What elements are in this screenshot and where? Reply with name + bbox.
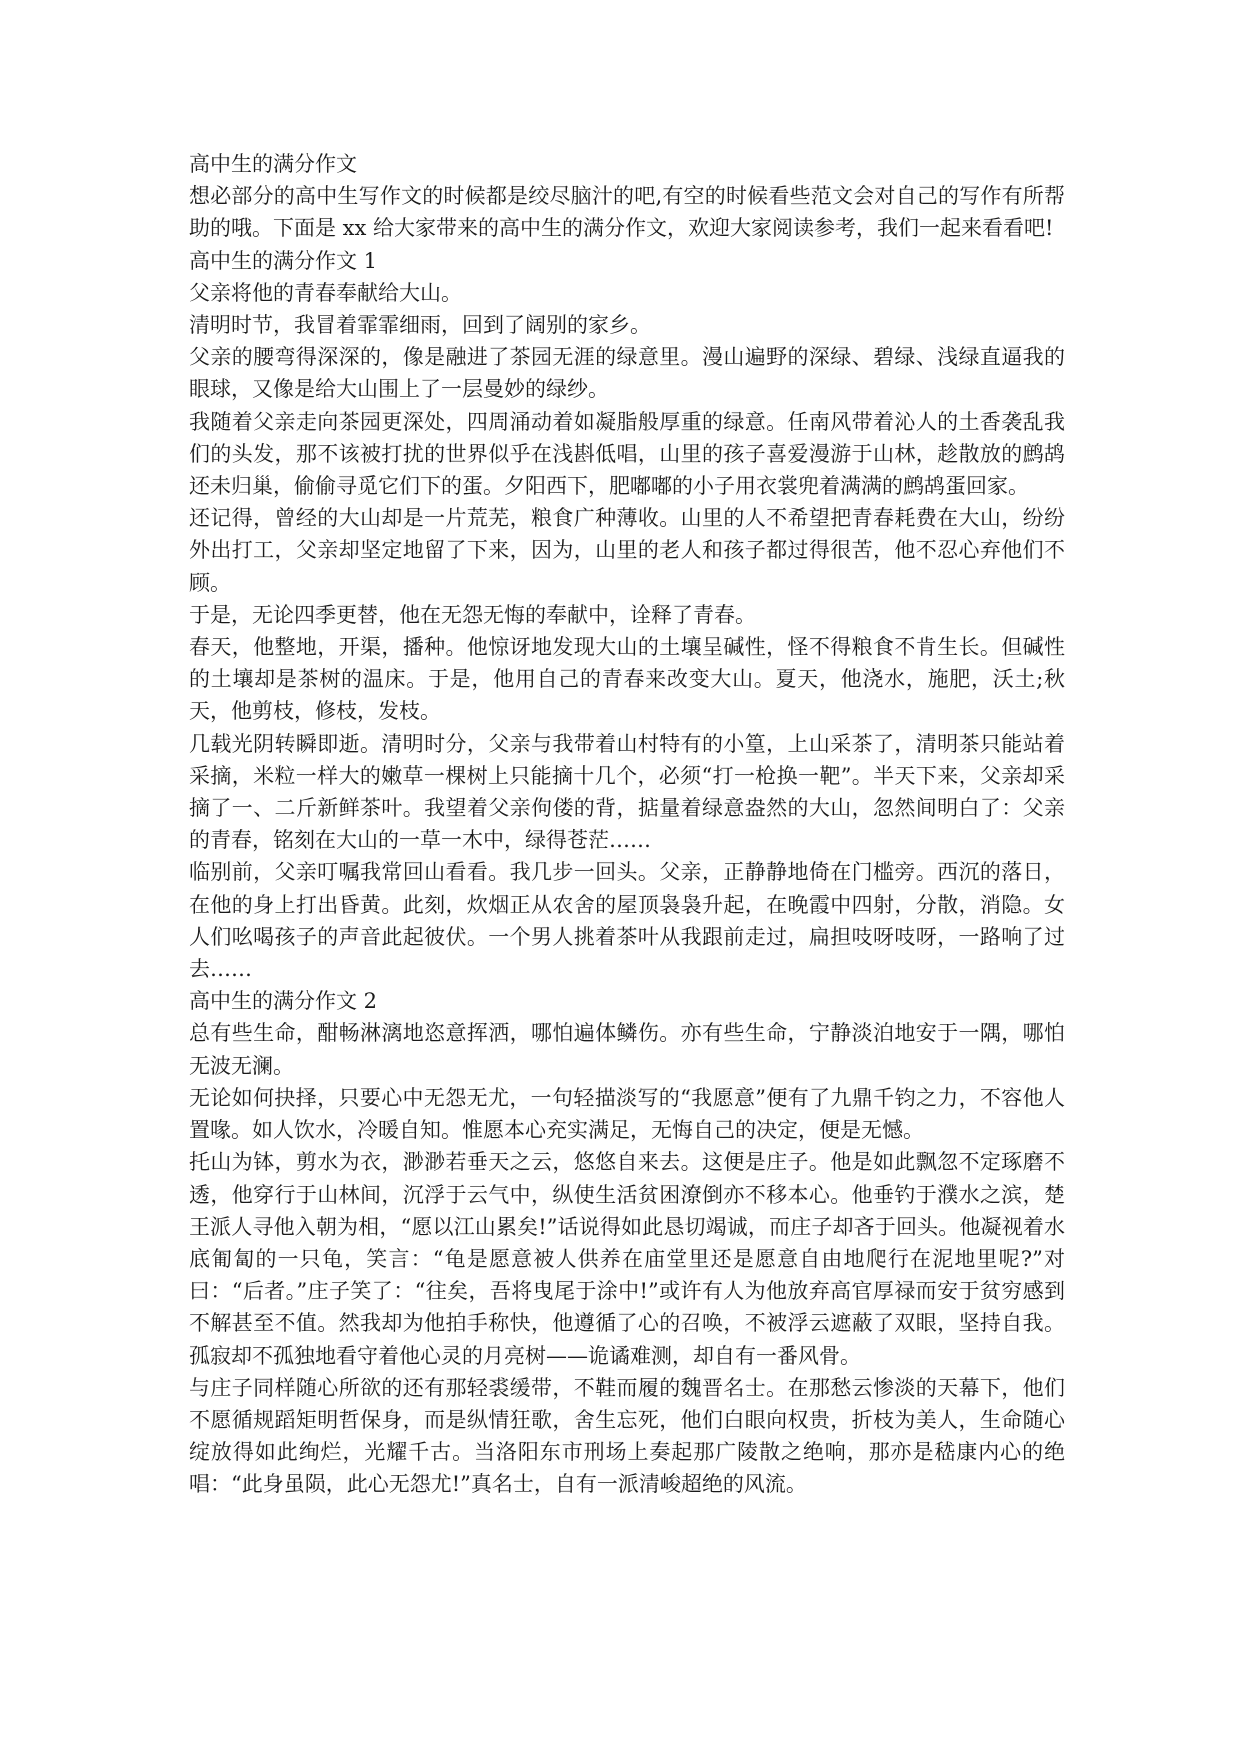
essay-1-paragraph: 几载光阴转瞬即逝。清明时分，父亲与我带着山村特有的小篁，上山采茶了，清明茶只能站着采摘，米粒一样大的嫩草一棵树上只能摘十几个，必须“打一枪换一靶”。半天下来，父亲却采摘了一、二斤新鲜茶叶。我望着父亲佝偻的背，掂量着绿意盎然的大山，忽然间明白了：父亲的青春，铭刻在大山的一草一木中，绿得苍茫…… (189, 731, 1065, 853)
intro-paragraph: 想必部分的高中生写作文的时候都是绞尽脑汁的吧,有空的时候看些范文会对自己的写作有所帮助的哦。下面是 xx 给大家带来的高中生的满分作文，欢迎大家阅读参考，我们一起来看看吧! (189, 184, 1065, 241)
essay-2-paragraph: 无论如何抉择，只要心中无怨无尤，一句轻描淡写的“我愿意”便有了九鼎千钧之力，不容他人置喙。如人饮水，冷暖自知。惟愿本心充实满足，无悔自己的决定，便是无憾。 (189, 1085, 1065, 1143)
essay-2-paragraph: 托山为钵，剪水为衣，渺渺若垂天之云，悠悠自来去。这便是庄子。他是如此飘忽不定琢磨不透，他穿行于山林间，沉浮于云气中，纵使生活贫困潦倒亦不移本心。他垂钓于濮水之滨，楚王派人寻他入朝为相，“愿以江山累矣!”话说得如此恳切竭诚，而庄子却吝于回头。他凝视着水底匍匐的一只龟，笑言：“龟是愿意被人供养在庙堂里还是愿意自由地爬行在泥地里呢?”对曰：“后者。”庄子笑了：“往矣，吾将曳尾于涂中!”或许有人为他放弃高官厚禄而安于贫穷感到不解甚至不值。然我却为他拍手称快，他遵循了心的召唤，不被浮云遮蔽了双眼，坚持自我。孤寂却不孤独地看守着他心灵的月亮树——诡谲难测，却自有一番风骨。 (189, 1150, 1065, 1368)
essay-1-paragraph: 父亲的腰弯得深深的，像是融进了茶园无涯的绿意里。漫山遍野的深绿、碧绿、浅绿直逼我的眼球，又像是给大山围上了一层曼妙的绿纱。 (189, 345, 1065, 402)
essay-1-paragraph: 清明时节，我冒着霏霏细雨，回到了阔别的家乡。 (189, 313, 651, 338)
essay-1-paragraph: 父亲将他的青春奉献给大山。 (189, 280, 462, 305)
essay-1-paragraph: 临别前，父亲叮嘱我常回山看看。我几步一回头。父亲，正静静地倚在门槛旁。西沉的落日，在他的身上打出昏黄。此刻，炊烟正从农舍的屋顶袅袅升起，在晚霞中四射，分散，消隐。女人们吆喝孩子的声音此起彼伏。一个男人挑着茶叶从我跟前走过，扁担吱呀吱呀，一路响了过去…… (189, 860, 1065, 982)
essay-2-paragraph: 总有些生命，酣畅淋漓地恣意挥洒，哪怕遍体鳞伤。亦有些生命，宁静淡泊地安于一隅，哪怕无波无澜。 (189, 1021, 1065, 1078)
essay-1-paragraph: 春天，他整地，开渠，播种。他惊讶地发现大山的土壤呈碱性，怪不得粮食不肯生长。但碱性的土壤却是茶树的温床。于是，他用自己的青春来改变大山。夏天，他浇水，施肥，沃土;秋天，他剪枝，修枝，发枝。 (189, 635, 1065, 724)
essay-2-paragraph: 与庄子同样随心所欲的还有那轻裘缓带，不鞋而履的魏晋名士。在那愁云惨淡的天幕下，他们不愿循规蹈矩明哲保身，而是纵情狂歌，舍生忘死，他们白眼向权贵，折枝为美人，生命随心绽放得如此绚烂，光耀千古。当洛阳东市刑场上奏起那广陵散之绝响，那亦是嵇康内心的绝唱：“此身虽陨，此心无怨尤!”真名士，自有一派清峻超绝的风流。 (189, 1375, 1065, 1497)
essay-1-heading: 高中生的满分作文 1 (189, 248, 378, 273)
essay-1-paragraph: 于是，无论四季更替，他在无怨无悔的奉献中，诠释了青春。 (189, 602, 756, 627)
document-body (189, 148, 1065, 1501)
document-title: 高中生的满分作文 (189, 152, 357, 176)
essay-1-paragraph: 还记得，曾经的大山却是一片荒芜，粮食广种薄收。山里的人不希望把青春耗费在大山，纷纷外出打工，父亲却坚定地留了下来，因为，山里的老人和孩子都过得很苦，他不忍心弃他们不顾。 (189, 506, 1065, 595)
essay-1-paragraph: 我随着父亲走向茶园更深处，四周涌动着如凝脂般厚重的绿意。任南风带着沁人的土香袭乱我们的头发，那不该被打扰的世界似乎在浅斟低唱，山里的孩子喜爱漫游于山林，趁散放的鹧鸪还未归巢，偷偷寻觅它们下的蛋。夕阳西下，肥嘟嘟的小子用衣裳兜着满满的鹧鸪蛋回家。 (189, 409, 1065, 499)
essay-2-heading: 高中生的满分作文 2 (189, 989, 378, 1014)
